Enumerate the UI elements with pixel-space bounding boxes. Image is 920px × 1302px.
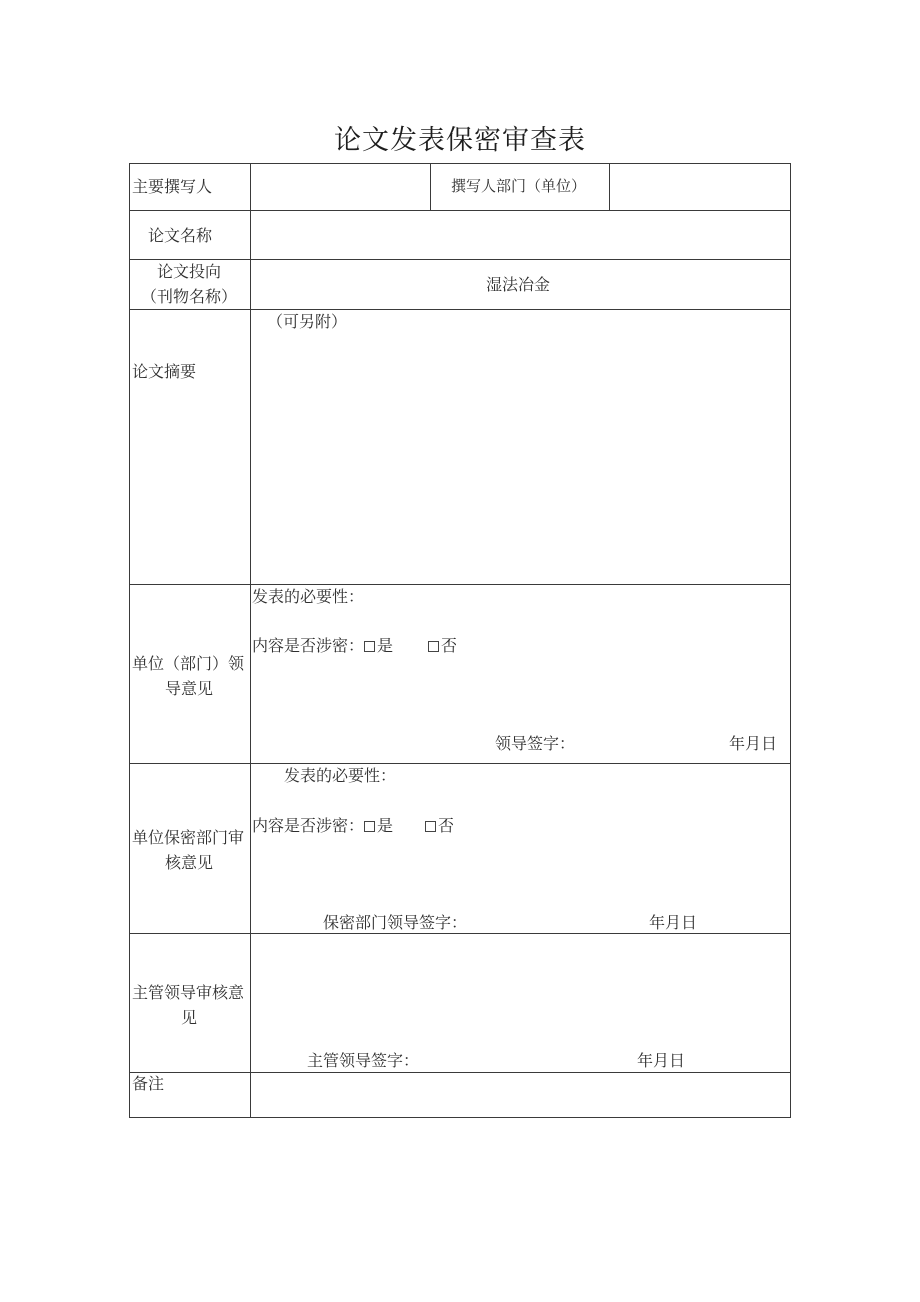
security-date-label: 年月日	[649, 913, 698, 932]
target-label-line1: 论文投向	[156, 262, 221, 281]
checkbox-icon[interactable]	[364, 641, 375, 652]
security-sign-label: 保密部门领导签字：	[323, 913, 468, 932]
abstract-label: 论文摘要	[132, 362, 197, 381]
remarks-field[interactable]	[259, 1079, 779, 1104]
supervisor-date-label: 年月日	[637, 1051, 686, 1070]
unit-date-label: 年月日	[729, 734, 778, 753]
checkbox-icon[interactable]	[425, 821, 436, 832]
supervisor-opinion-label-line1: 主管领导审核意	[132, 983, 245, 1002]
unit-opinion-label-line2: 导意见	[164, 679, 213, 698]
security-yes-option[interactable]: 是	[364, 816, 393, 835]
target-journal-value[interactable]: 湿法冶金	[486, 275, 551, 294]
security-no-option[interactable]: 否	[425, 816, 454, 835]
unit-secret-question-label: 内容是否涉密：	[252, 636, 365, 655]
security-opinion-label-line1: 单位保密部门审	[132, 828, 245, 847]
paper-name-field[interactable]	[259, 223, 779, 248]
security-secret-question	[252, 813, 454, 838]
page-title: 论文发表保密审查表	[334, 125, 586, 156]
unit-opinion-label-line1: 单位（部门）领	[132, 654, 245, 673]
supervisor-sign-label: 主管领导签字：	[307, 1051, 420, 1070]
author-dept-field[interactable]	[619, 174, 779, 199]
abstract-note: （可另附）	[267, 312, 348, 331]
checkbox-icon[interactable]	[428, 641, 439, 652]
security-necessity-label: 发表的必要性：	[284, 766, 397, 785]
author-dept-label: 撰写人部门（单位）	[451, 177, 587, 195]
unit-yes-option[interactable]: 是	[364, 636, 393, 655]
unit-secret-question	[252, 633, 457, 658]
target-label-line2: （刊物名称）	[140, 287, 237, 306]
unit-sign-label: 领导签字：	[495, 734, 576, 753]
review-form-table	[129, 163, 791, 1118]
unit-necessity-label: 发表的必要性：	[252, 587, 365, 606]
checkbox-icon[interactable]	[364, 821, 375, 832]
supervisor-opinion-label-line2: 见	[180, 1008, 197, 1027]
paper-name-label: 论文名称	[148, 226, 213, 245]
author-label: 主要撰写人	[132, 177, 213, 196]
security-opinion-label-line2: 核意见	[164, 853, 213, 872]
unit-no-option[interactable]: 否	[428, 636, 457, 655]
security-secret-question-label: 内容是否涉密：	[252, 816, 365, 835]
remarks-label: 备注	[132, 1074, 165, 1093]
author-field[interactable]	[259, 174, 419, 199]
